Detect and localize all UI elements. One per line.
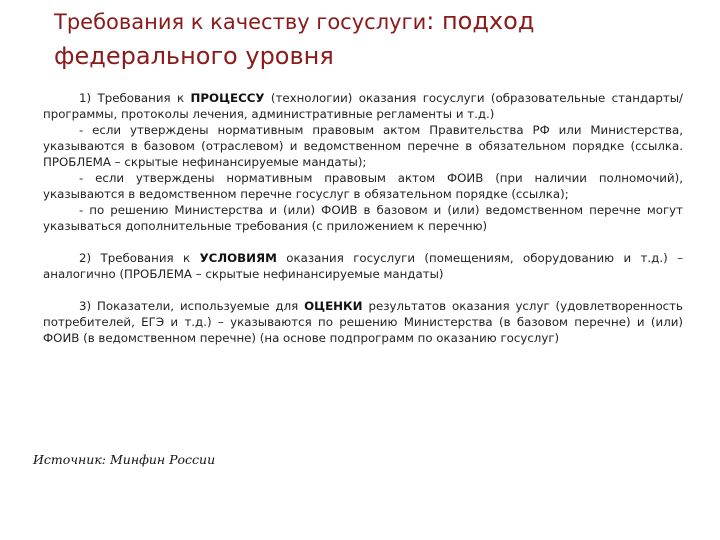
section-evaluation-text: 3) Показатели, используемые для — [79, 299, 305, 313]
section-process-item-1: - если утверждены нормативным правовым актом Правительства РФ или Министерства, указываются в базовом (отраслевом) и ведомственном перечне в обязательном порядке (ссылка. ПРОБЛЕМА – скрытые нефинансируемые мандаты); — [43, 123, 683, 169]
slide-body — [43, 90, 683, 346]
section-process-item-3: - по решению Министерства и (или) ФОИВ в базовом и (или) ведомственном перечне могут указываться дополнительные требования (с приложением к перечню) — [43, 203, 683, 233]
section-process-intro-text: 1) Требования к — [79, 91, 191, 105]
slide-title-line1-part1: Требования к качеству госуслуги — [54, 10, 427, 34]
slide-title-line1-part2: : подход — [426, 7, 535, 35]
slide-title-line2: федерального уровня — [54, 42, 334, 70]
section-evaluation — [43, 298, 683, 346]
section-evaluation-keyword: ОЦЕНКИ — [304, 299, 363, 313]
section-process-intro — [43, 90, 683, 122]
source-note: Источник: Минфин России — [33, 452, 216, 467]
section-conditions-rest: оказания госуслуги (помещениям, оборудованию и т.д.) – аналогично (ПРОБЛЕМА – скрытые нефинансируемые мандаты) — [43, 251, 683, 281]
section-conditions — [43, 250, 683, 282]
section-process-item-2: - если утверждены нормативным правовым актом ФОИВ (при наличии полномочий), указываются в ведомственном перечне госуслуг в обязательном порядке (ссылка); — [43, 171, 683, 201]
section-conditions-keyword: УСЛОВИЯМ — [199, 251, 277, 265]
section-process-intro-rest: (технологии) оказания госуслуги (образовательные стандарты/программы, протоколы лечения, административные регламенты и т.д.) — [43, 91, 683, 121]
section-evaluation-rest: результатов оказания услуг (удовлетворенность потребителей, ЕГЭ и т.д.) – указываются по решению Министерства (в базовом перечне) и (или) ФОИВ (в ведомственном перечне) (на основе подпрограмм по оказанию госуслуг) — [43, 299, 683, 345]
section-process-keyword: ПРОЦЕССУ — [190, 91, 265, 105]
section-conditions-text: 2) Требования к — [79, 251, 200, 265]
slide-title — [54, 4, 694, 74]
